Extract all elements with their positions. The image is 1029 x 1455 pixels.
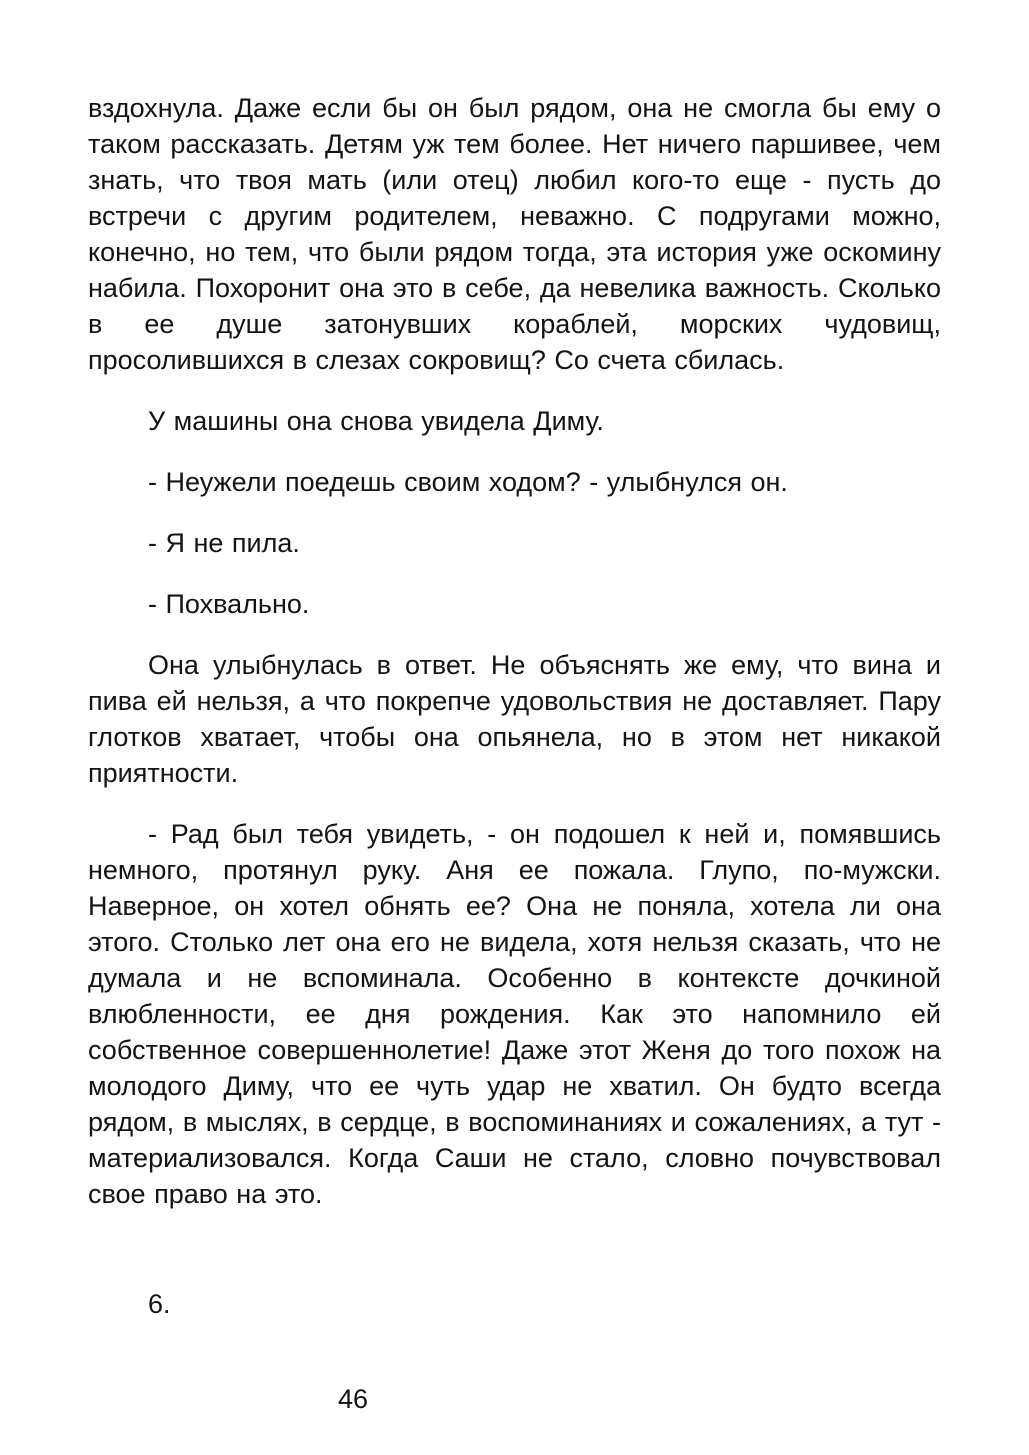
paragraph: - Рад был тебя увидеть, - он подошел к ней и, помявшись немного, протянул руку. Аня ее пожала. Глупо, по-мужски. Наверное, он хотел обнять ее? Она не поняла, хотела ли она этого. Столько лет она его не видела, хотя нельзя сказать, что не думала и не вспоминала. Особенно в контексте дочкиной влюбленности, ее дня рождения. Как это напомнило ей собственное совершеннолетие! Даже этот Женя до того похож на молодого Диму, что ее чуть удар не хватил. Он будто всегда рядом, в мыслях, в сердце, в воспоминаниях и сожалениях, а тут - материализовался. Когда Саши не стало, словно почувствовал свое право на это. bbox=[88, 819, 941, 1209]
page-number: 46 bbox=[338, 1384, 369, 1414]
paragraph-dialogue: - Я не пила. bbox=[148, 528, 300, 558]
section-number: 6. bbox=[148, 1289, 171, 1319]
paragraph: У машины она снова увидела Диму. bbox=[148, 406, 604, 436]
paragraph-dialogue: - Неужели поедешь своим ходом? - улыбнулся он. bbox=[148, 467, 788, 497]
paragraph-dialogue: - Похвально. bbox=[148, 589, 310, 619]
paragraph: Она улыбнулась в ответ. Не объяснять же ему, что вина и пива ей нельзя, а что покрепче удовольствия не доставляет. Пару глотков хватает, чтобы она опьянела, но в этом нет никакой приятности. bbox=[88, 650, 941, 788]
paragraph-continuation: вздохнула. Даже если бы он был рядом, она не смогла бы ему о таком рассказать. Детям уж тем более. Нет ничего паршивее, чем знать, что твоя мать (или отец) любил кого-то еще - пусть до встречи с другим родителем, неважно. С подругами можно, конечно, но тем, что были рядом тогда, эта история уже оскомину набила. Похоронит она это в себе, да невелика важность. Сколько в ее душе затонувших кораблей, морских чудовищ, просолившихся в слезах сокровищ? Со счета сбилась. bbox=[88, 93, 941, 375]
